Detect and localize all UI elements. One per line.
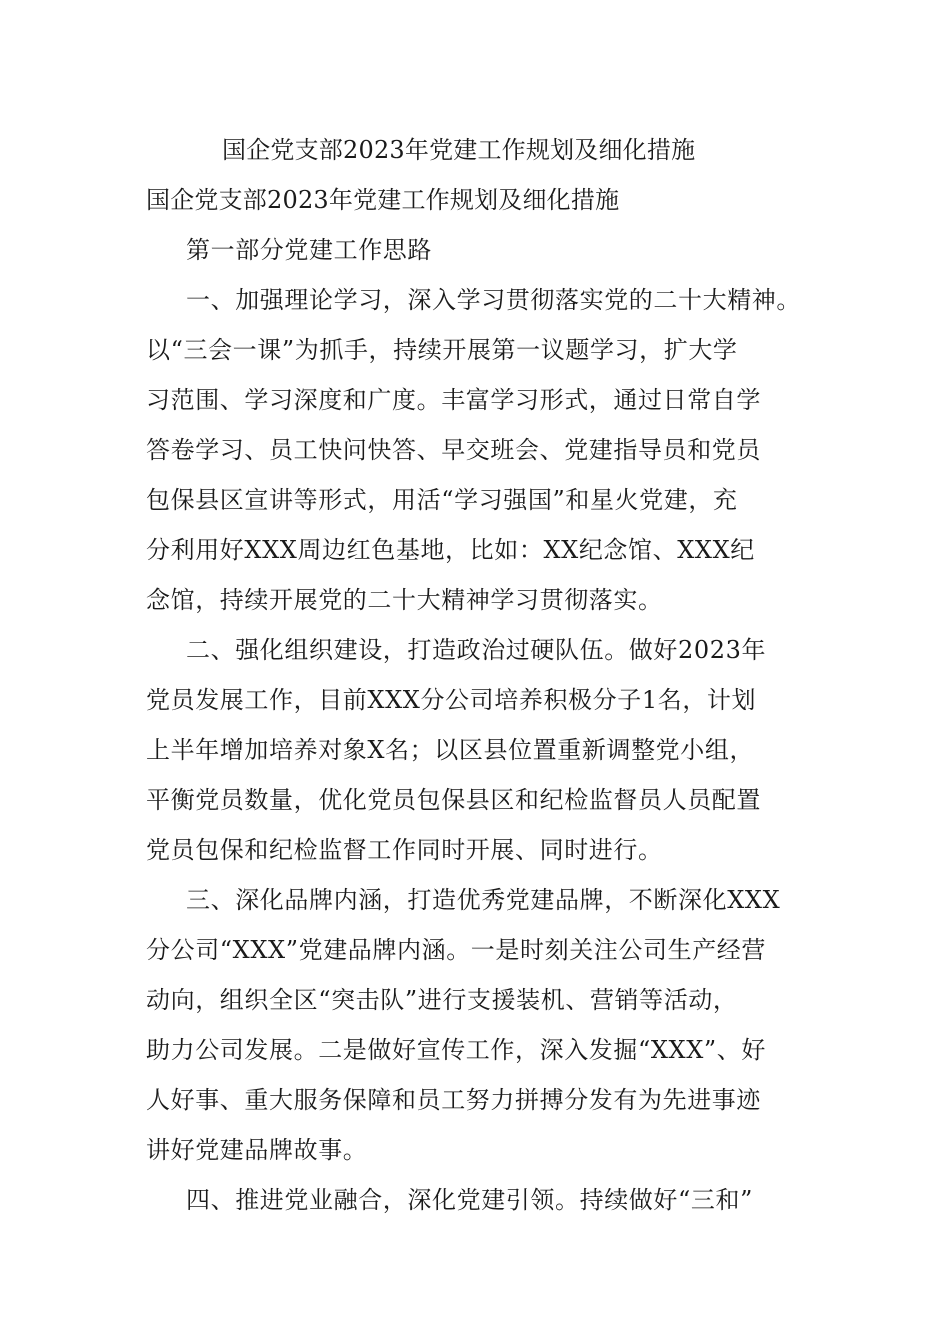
paragraph-line: 分利用好XXX周边红色基地，比如：XX纪念馆、XXX纪: [146, 536, 755, 564]
paragraph-line: 动向，组织全区“突击队”进行支援装机、营销等活动，: [146, 986, 738, 1014]
paragraph-line: 助力公司发展。二是做好宣传工作，深入发掘“XXX”、好: [146, 1036, 766, 1064]
paragraph-line: 人好事、重大服务保障和员工努力拼搏分发有为先进事迹: [146, 1086, 761, 1114]
paragraph-line: 包保县区宣讲等形式，用活“学习强国”和星火党建，充: [146, 486, 738, 514]
document-subtitle: 国企党支部2023年党建工作规划及细化措施: [146, 186, 620, 214]
paragraph-line: 念馆，持续开展党的二十大精神学习贯彻落实。: [146, 586, 663, 614]
paragraph-line: 一、加强理论学习，深入学习贯彻落实党的二十大精神。: [186, 286, 801, 314]
section-heading: 第一部分党建工作思路: [186, 236, 432, 264]
paragraph-line: 讲好党建品牌故事。: [146, 1136, 368, 1164]
paragraph-line: 党员包保和纪检监督工作同时开展、同时进行。: [146, 836, 663, 864]
paragraph-line: 分公司“XXX”党建品牌内涵。一是时刻关注公司生产经营: [146, 936, 766, 964]
document-title: 国企党支部2023年党建工作规划及细化措施: [222, 136, 696, 164]
paragraph-line: 平衡党员数量，优化党员包保县区和纪检监督员人员配置: [146, 786, 761, 814]
paragraph-line: 三、深化品牌内涵，打造优秀党建品牌，不断深化XXX: [186, 886, 781, 914]
paragraph-line: 党员发展工作，目前XXX分公司培养积极分子1名，计划: [146, 686, 757, 714]
paragraph-line: 四、推进党业融合，深化党建引领。持续做好“三和”: [186, 1186, 753, 1214]
paragraph-line: 以“三会一课”为抓手，持续开展第一议题学习，扩大学: [146, 336, 738, 364]
paragraph-line: 二、强化组织建设，打造政治过硬队伍。做好2023年: [186, 636, 767, 664]
paragraph-line: 答卷学习、员工快问快答、早交班会、党建指导员和党员: [146, 436, 761, 464]
paragraph-line: 习范围、学习深度和广度。丰富学习形式，通过日常自学: [146, 386, 761, 414]
paragraph-line: 上半年增加培养对象X名；以区县位置重新调整党小组，: [146, 736, 755, 764]
